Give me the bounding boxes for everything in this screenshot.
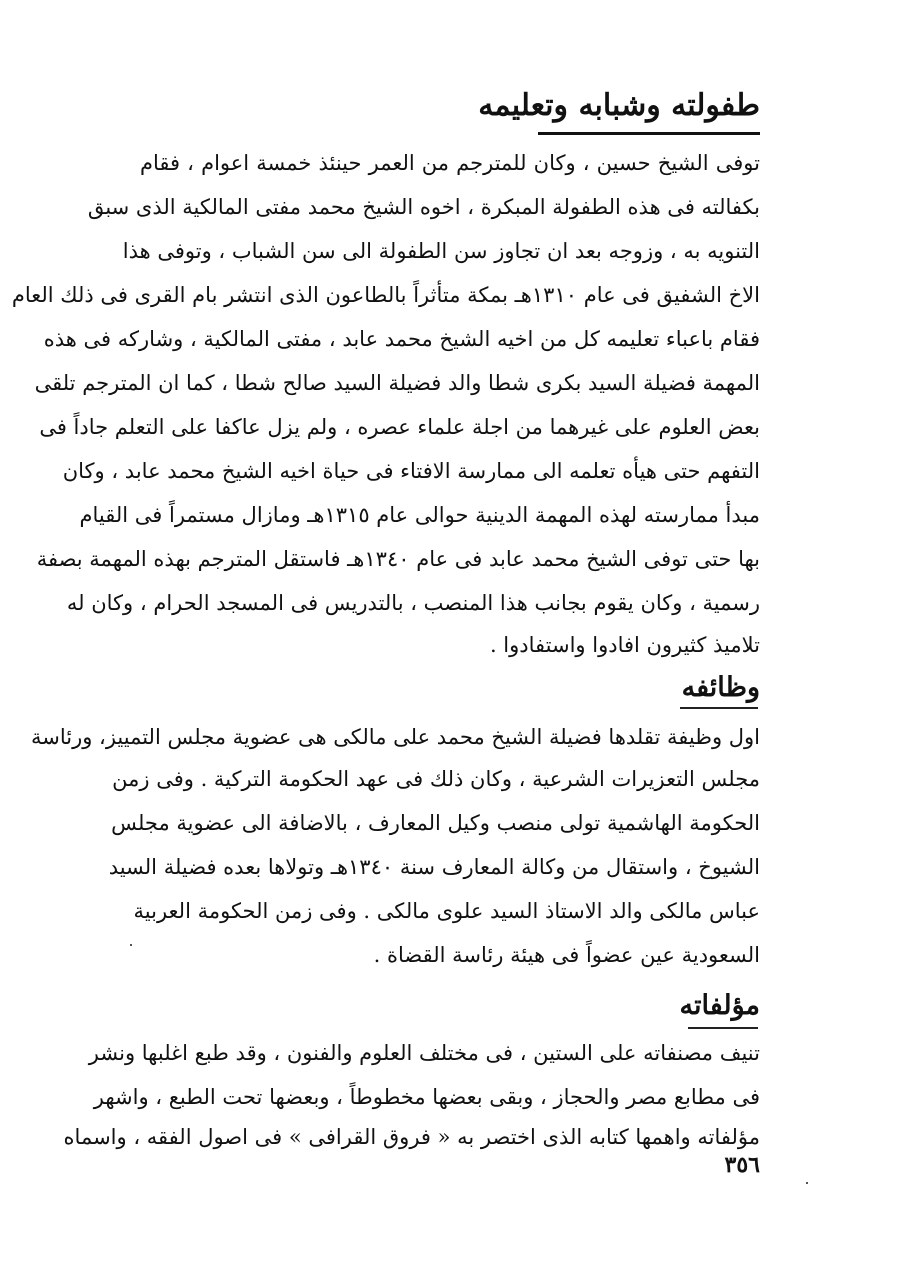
scan-speck — [806, 1182, 808, 1184]
section-title-positions: وظائفه — [681, 672, 760, 703]
scan-speck — [130, 944, 132, 946]
section-title-works: مؤلفاته — [679, 990, 760, 1021]
text-line: عباس مالكى والد الاستاذ السيد علوى مالكى . وفى زمن الحكومة العربية — [133, 899, 760, 923]
text-line: التنويه به ، وزوجه بعد ان تجاوز سن الطفولة الى سن الشباب ، وتوفى هذا — [122, 239, 760, 263]
title-underline — [538, 132, 760, 135]
text-line: بها حتى توفى الشيخ محمد عابد فى عام ١٣٤٠هـ فاستقل المترجم بهذه المهمة بصفة — [36, 547, 760, 571]
text-line: تلاميذ كثيرون افادوا واستفادوا . — [489, 633, 760, 657]
text-line: الشيوخ ، واستقال من وكالة المعارف سنة ١٣٤٠هـ وتولاها بعده فضيلة السيد — [108, 855, 760, 879]
text-line: الاخ الشفيق فى عام ١٣١٠هـ بمكة متأثراً بالطاعون الذى انتشر بام القرى فى ذلك العام — [11, 283, 760, 307]
text-line: مجلس التعزيرات الشرعية ، وكان ذلك فى عهد الحكومة التركية . وفى زمن — [112, 767, 760, 791]
section-underline — [680, 707, 758, 709]
text-line: مبدأ ممارسته لهذه المهمة الدينية حوالى عام ١٣١٥هـ ومازال مستمراً فى القيام — [79, 503, 760, 527]
text-line: المهمة فضيلة السيد بكرى شطا والد فضيلة السيد صالح شطا ، كما ان المترجم تلقى — [34, 371, 760, 395]
text-line: الحكومة الهاشمية تولى منصب وكيل المعارف ، بالاضافة الى عضوية مجلس — [111, 811, 760, 835]
text-line: فى مطابع مصر والحجاز ، وبقى بعضها مخطوطاً ، وبعضها تحت الطبع ، واشهر — [93, 1085, 760, 1109]
section-title-childhood: طفولته وشبابه وتعليمه — [478, 88, 760, 123]
text-line: بكفالته فى هذه الطفولة المبكرة ، اخوه الشيخ محمد مفتى المالكية الذى سبق — [87, 195, 760, 219]
text-line: اول وظيفة تقلدها فضيلة الشيخ محمد على مالكى هى عضوية مجلس التمييز، ورئاسة — [30, 725, 760, 749]
page-number: ٣٥٦ — [724, 1152, 760, 1178]
text-line: مؤلفاته واهمها كتابه الذى اختصر به « فروق القرافى » فى اصول الفقه ، واسماه — [63, 1125, 760, 1149]
text-line: رسمية ، وكان يقوم بجانب هذا المنصب ، بالتدريس فى المسجد الحرام ، وكان له — [66, 591, 760, 615]
text-line: بعض العلوم على غيرهما من اجلة علماء عصره ، ولم يزل عاكفا على التعلم جاداً فى — [39, 415, 760, 439]
section-underline — [688, 1027, 758, 1029]
text-line: التفهم حتى هيأه تعلمه الى ممارسة الافتاء فى حياة اخيه الشيخ محمد عابد ، وكان — [62, 459, 760, 483]
text-line: فقام باعباء تعليمه كل من اخيه الشيخ محمد عابد ، مفتى المالكية ، وشاركه فى هذه — [43, 327, 760, 351]
text-line: تنيف مصنفاته على الستين ، فى مختلف العلوم والفنون ، وقد طبع اغلبها ونشر — [88, 1041, 760, 1065]
text-line: توفى الشيخ حسين ، وكان للمترجم من العمر حينئذ خمسة اعوام ، فقام — [140, 151, 760, 175]
text-line: السعودية عين عضواً فى هيئة رئاسة القضاة . — [373, 943, 760, 967]
